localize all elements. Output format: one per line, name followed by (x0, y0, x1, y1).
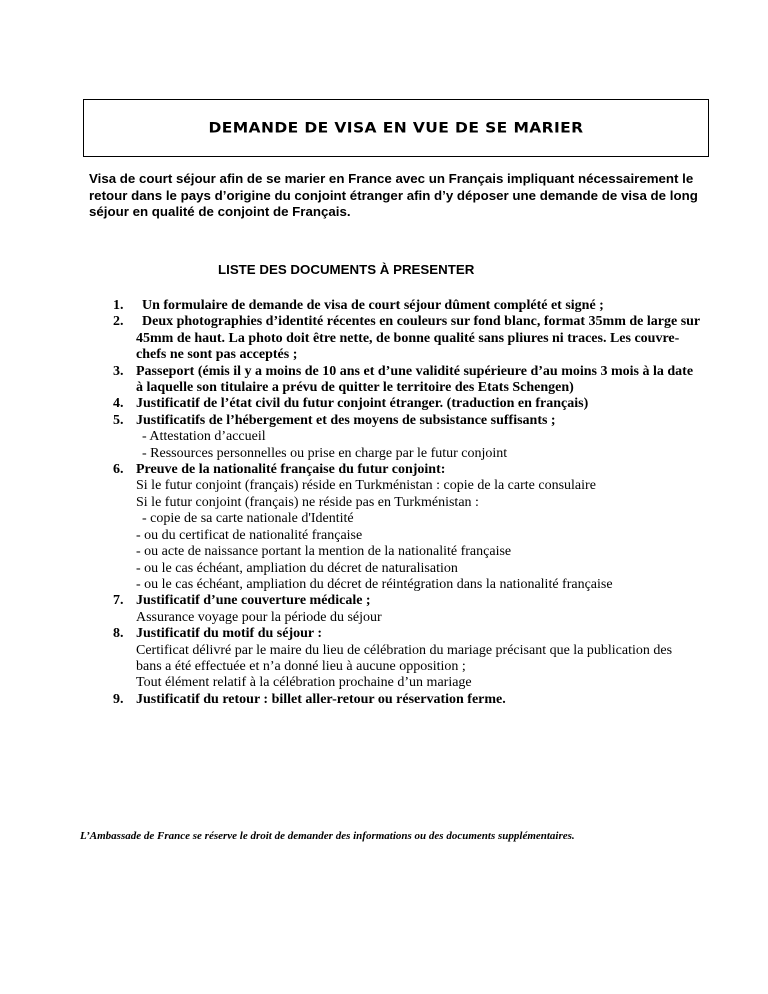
item-detail: - ou le cas échéant, ampliation du décret de réintégration dans la nationalité française (136, 576, 613, 592)
list-item (0, 413, 700, 462)
item-detail: - ou acte de naissance portant la mention de la nationalité française (136, 544, 512, 560)
intro-paragraph: Visa de court séjour afin de se marier en France avec un Français impliquant nécessairement le retour dans le pays d’origine du conjoint étranger afin d’y déposer une demande de visa de long séjour en qualité de conjoint de Français. (89, 171, 698, 219)
list-heading: LISTE DES DOCUMENTS À PRESENTER (218, 262, 475, 277)
list-item (0, 298, 700, 314)
item-detail: - ou le cas échéant, ampliation du décret de naturalisation (136, 560, 458, 576)
list-item (0, 593, 700, 626)
item-title: Justificatif du retour : billet aller-retour ou réservation ferme. (136, 691, 506, 707)
item-number: 6. (113, 462, 124, 478)
title-box (83, 99, 709, 157)
item-detail: Si le futur conjoint (français) ne réside pas en Turkménistan : (136, 494, 479, 510)
item-detail: - Attestation d’accueil (142, 429, 266, 445)
footer-note: L’Ambassade de France se réserve le droit de demander des informations ou des documents supplémentaires. (80, 830, 575, 842)
list-item (0, 462, 700, 593)
list-item (0, 396, 700, 412)
item-number: 5. (113, 412, 124, 428)
item-title: Deux photographies d’identité récentes en couleurs sur fond blanc, format 35mm de large sur 45mm de haut. La photo doit être nette, de bonne qualité sans pliures ni traces. Les couvre-chefs ne sont pas acceptés ; (136, 314, 700, 363)
item-number: 3. (113, 363, 124, 379)
item-detail: - ou du certificat de nationalité française (136, 527, 363, 543)
item-number: 7. (113, 593, 124, 609)
item-title: Un formulaire de demande de visa de court séjour dûment complété et signé ; (142, 298, 604, 313)
item-detail: - Ressources personnelles ou prise en charge par le futur conjoint (142, 445, 508, 461)
item-detail: Certificat délivré par le maire du lieu de célébration du mariage précisant que la publication des bans a été effectuée et n’a donné lieu à aucune opposition ; (136, 642, 673, 674)
document-title: DEMANDE DE VISA EN VUE DE SE MARIER (208, 119, 584, 137)
item-number: 2. (113, 314, 124, 330)
list-item (0, 314, 700, 363)
item-title: Justificatifs de l’hébergement et des moyens de subsistance suffisants ; (136, 412, 556, 428)
item-title: Passeport (émis il y a moins de 10 ans et d’une validité supérieure d’au moins 3 mois à la date à laquelle son titulaire a prévu de quitter le territoire des Etats Schengen) (136, 363, 694, 396)
item-detail: Assurance voyage pour la période du séjour (136, 609, 382, 625)
item-detail: Tout élément relatif à la célébration prochaine d’un mariage (136, 675, 472, 691)
item-number: 4. (113, 396, 124, 412)
list-item (0, 692, 700, 708)
list-item (0, 626, 700, 692)
item-title: Justificatif d’une couverture médicale ; (136, 593, 371, 609)
item-detail: - copie de sa carte nationale d'Identité (142, 511, 354, 527)
item-title: Justificatif de l’état civil du futur conjoint étranger. (traduction en français) (136, 396, 589, 412)
item-title: Preuve de la nationalité française du futur conjoint: (136, 462, 446, 478)
item-title: Justificatif du motif du séjour : (136, 626, 323, 642)
documents-list (0, 298, 700, 708)
item-number: 9. (113, 691, 124, 707)
list-item (0, 364, 700, 397)
item-number: 1. (113, 298, 124, 313)
item-number: 8. (113, 626, 124, 642)
item-detail: Si le futur conjoint (français) réside en Turkménistan : copie de la carte consulaire (136, 478, 596, 494)
